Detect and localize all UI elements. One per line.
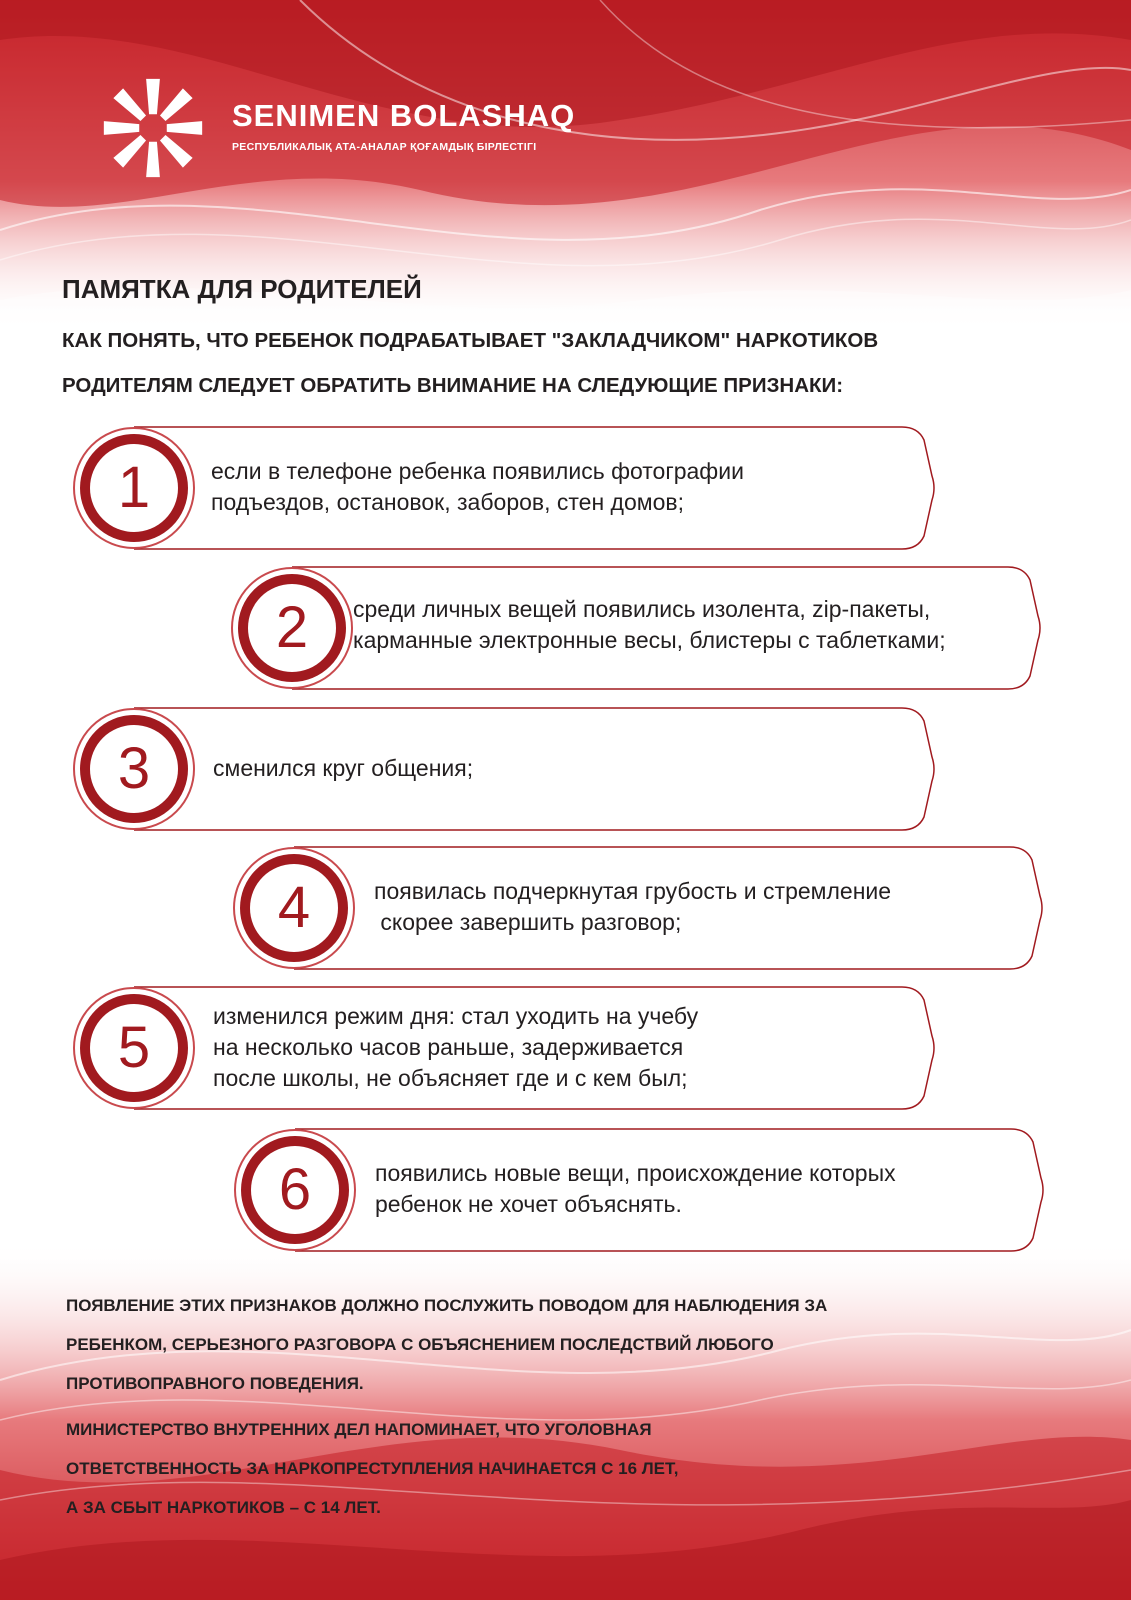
item-number: 1: [117, 455, 151, 520]
item-number: 2: [275, 595, 309, 660]
logo-sun-icon: [94, 72, 212, 184]
item-text: изменился режим дня: стал уходить на учебу на несколько часов раньше, задерживается после школы, не объясняет где и с кем был;: [213, 1003, 699, 1091]
page-question: КАК ПОНЯТЬ, ЧТО РЕБЕНОК ПОДРАБАТЫВАЕТ "ЗАКЛАДЧИКОМ" НАРКОТИКОВ: [62, 329, 879, 352]
item-text: появилась подчеркнутая грубость и стремление скорее завершить разговор;: [374, 878, 892, 935]
brand-name: SENIMEN BOLASHAQ: [232, 98, 576, 133]
page-lead: РОДИТЕЛЯМ СЛЕДУЕТ ОБРАТИТЬ ВНИМАНИЕ НА СЛЕДУЮЩИЕ ПРИЗНАКИ:: [62, 374, 844, 397]
item-number: 4: [277, 875, 311, 940]
item-number: 6: [278, 1157, 312, 1222]
item-text: сменился круг общения;: [213, 755, 474, 781]
item-text: если в телефоне ребенка появились фотографии подъездов, остановок, заборов, стен домов;: [211, 458, 744, 515]
brand-subtitle: РЕСПУБЛИКАЛЫҚ АТА-АНАЛАР ҚОҒАМДЫҚ БІРЛЕСТІГІ: [232, 141, 537, 153]
item-text: среди личных вещей появились изолента, zip-пакеты, карманные электронные весы, блистеры с таблетками;: [353, 596, 946, 653]
ministry-notice: МИНИСТЕРСТВО ВНУТРЕННИХ ДЕЛ НАПОМИНАЕТ, ЧТО УГОЛОВНАЯ ОТВЕТСТВЕННОСТЬ ЗА НАРКОПРЕСТУПЛЕНИЯ НАЧИНАЕТСЯ С 16 ЛЕТ, А ЗА СБЫТ НАРКОТИКОВ – С 14 ЛЕТ.: [66, 1420, 679, 1517]
page-title: ПАМЯТКА ДЛЯ РОДИТЕЛЕЙ: [62, 274, 422, 304]
item-number: 5: [117, 1015, 151, 1080]
item-text: появились новые вещи, происхождение которых ребенок не хочет объяснять.: [375, 1160, 896, 1217]
warning-paragraph: ПОЯВЛЕНИЕ ЭТИХ ПРИЗНАКОВ ДОЛЖНО ПОСЛУЖИТЬ ПОВОДОМ ДЛЯ НАБЛЮДЕНИЯ ЗА РЕБЕНКОМ, СЕРЬЕЗНОГО РАЗГОВОРА С ОБЪЯСНЕНИЕМ ПОСЛЕДСТВИЙ ЛЮБОГО ПРОТИВОПРАВНОГО ПОВЕДЕНИЯ.: [66, 1296, 828, 1393]
item-number: 3: [117, 736, 151, 801]
